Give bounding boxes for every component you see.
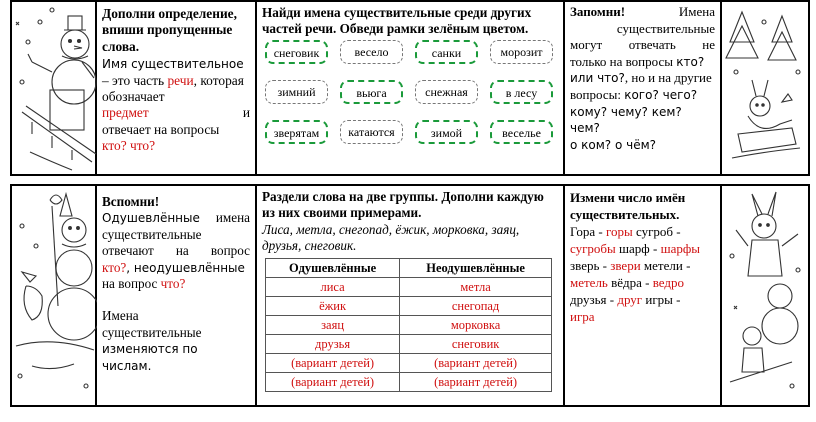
definition-text: – это часть (102, 72, 168, 88)
question-words: или что? (570, 71, 625, 86)
inanimate-cell: морковка (400, 316, 552, 335)
snowman-with-fox-illustration (12, 186, 97, 405)
number-line (570, 257, 715, 274)
recall-text: на вопрос (102, 276, 158, 292)
find-nouns-title: Найди имена существительные среди других частей речи. Обведи рамки зелёным цветом. (262, 5, 532, 37)
animate-cell: лиса (266, 278, 400, 297)
remember-cell (565, 2, 722, 174)
given-word: игры - (642, 292, 681, 307)
question-words: кто? (676, 54, 705, 69)
remember-title: Запомни! (570, 4, 626, 19)
definition-line-4 (102, 105, 250, 121)
bunny-skiing-picture-cell (722, 186, 808, 405)
given-word: сугроб - (632, 224, 681, 239)
word-box[interactable]: катаются (340, 120, 403, 144)
number-line (570, 223, 715, 240)
recall-text: имена (215, 210, 250, 226)
recall-text: существительные (102, 226, 202, 242)
number-line (570, 240, 715, 257)
recall-term: изменяются по (102, 342, 198, 357)
animate-cell: заяц (266, 316, 400, 335)
answer-questions: кто? что? (102, 138, 156, 154)
answer-word: звери (610, 258, 641, 273)
number-line (570, 274, 715, 291)
recall-text: отвечают на вопрос (102, 243, 250, 259)
animate-cell: ёжик (266, 297, 400, 316)
table-row (266, 297, 552, 316)
definition-text: и (242, 105, 250, 121)
recall-term: Одушевлённые (102, 211, 200, 226)
word-box[interactable]: весело (340, 40, 403, 64)
divide-groups-title: Раздели слова на две группы. Дополни каждую из них своими примерами. (262, 189, 544, 221)
groups-table (265, 258, 552, 392)
remember-line-3 (570, 54, 715, 71)
definition-line-5: отвечает на вопросы (102, 121, 220, 137)
definition-title: Дополни определение, впиши пропущенные слова. (102, 6, 237, 54)
snowman-on-sled-illustration (12, 2, 97, 174)
change-number-cell (565, 186, 722, 405)
recall-term: числам. (102, 358, 152, 373)
winter-bunny-picture-cell (722, 2, 808, 174)
divide-groups-words: Лиса, метла, снегопад, ёжик, морковка, заяц, друзья, снеговик. (262, 221, 520, 254)
word-box[interactable]: снеговик (265, 40, 328, 64)
inanimate-cell: (вариант детей) (400, 373, 552, 392)
given-word: Гора - (570, 224, 606, 239)
number-line (570, 291, 715, 308)
table-row (266, 278, 552, 297)
table-row (266, 335, 552, 354)
remember-text: вопросы: (570, 86, 621, 102)
answer-word: игра (570, 309, 595, 324)
remember-text: существительные (616, 20, 715, 36)
word-box[interactable]: снежная (415, 80, 478, 104)
answer-who: кто? (102, 259, 127, 275)
word-box[interactable]: веселье (490, 120, 553, 144)
answer-word: метель (570, 275, 608, 290)
word-box[interactable]: вьюга (340, 80, 403, 104)
given-word: друзья - (570, 292, 618, 307)
table-row (266, 373, 552, 392)
recall-text: Имена (102, 308, 139, 324)
given-word: шарф - (615, 241, 661, 256)
remember-text: , но и на другие (624, 70, 712, 86)
table-header-row (266, 259, 552, 278)
bunny-snowman-illustration (722, 186, 808, 405)
answer-word: шарфы (660, 241, 701, 256)
worksheet-row-1 (10, 0, 810, 176)
question-words: кому? чему? кем? чем? (570, 104, 682, 136)
answer-word: ведро (652, 275, 685, 290)
remember-text: отвечать (628, 37, 676, 53)
recall-term: , неодушевлённые (126, 260, 245, 275)
remember-text: не (702, 37, 715, 53)
recall-line-1 (102, 210, 250, 226)
remember-line-4 (570, 70, 715, 87)
definition-text: , которая обозначает (102, 72, 244, 105)
word-box[interactable]: зимой (415, 120, 478, 144)
definition-cell (97, 2, 257, 174)
given-word: метели - (640, 258, 691, 273)
column-inanimate-header: Неодушевлённые (400, 259, 552, 278)
word-box[interactable]: в лесу (490, 80, 553, 104)
given-word: вёдра - (607, 275, 653, 290)
answer-word: сугробы (570, 241, 616, 256)
snowman-fox-picture-cell (12, 186, 97, 405)
word-box[interactable]: зимний (265, 80, 328, 104)
answer-word: горы (605, 224, 633, 239)
inanimate-cell: снеговик (400, 335, 552, 354)
inanimate-cell: снегопад (400, 297, 552, 316)
bunny-on-sled-illustration (722, 2, 808, 174)
inanimate-cell: (вариант детей) (400, 354, 552, 373)
definition-line-1: Имя существительное (102, 57, 244, 72)
word-box[interactable]: зверятам (265, 120, 328, 144)
answer-word: друг (617, 292, 643, 307)
recall-title: Вспомни! (102, 194, 160, 209)
recall-line-5 (102, 276, 250, 292)
worksheet-row-2 (10, 184, 810, 407)
remember-line-2 (570, 37, 715, 54)
definition-line-2 (102, 73, 250, 106)
recall-cell (97, 186, 257, 405)
table-row (266, 316, 552, 335)
change-number-lines (570, 223, 715, 325)
word-box[interactable]: санки (415, 40, 478, 64)
divide-groups-cell (257, 186, 565, 405)
question-words: кого? чего? (624, 87, 698, 102)
answer-what: что? (160, 276, 186, 292)
recall-text: существительные (102, 324, 202, 340)
remember-header (570, 4, 715, 21)
table-row (266, 354, 552, 373)
column-animate-header: Одушевлённые (266, 259, 400, 278)
remember-text: могут (570, 37, 603, 53)
snowman-picture-cell (12, 2, 97, 174)
number-line (570, 308, 715, 325)
animate-cell: (вариант детей) (266, 354, 400, 373)
inanimate-cell: метла (400, 278, 552, 297)
recall-line-4 (102, 260, 250, 276)
remember-text: Имена (678, 4, 715, 19)
animate-cell: (вариант детей) (266, 373, 400, 392)
change-number-title: Измени число имён существительных. (570, 190, 686, 222)
find-nouns-cell (257, 2, 565, 174)
answer-speech: речи (167, 72, 194, 88)
remember-line-5 (570, 87, 715, 104)
answer-object: предмет (102, 105, 149, 121)
animate-cell: друзья (266, 335, 400, 354)
word-box[interactable]: морозит (490, 40, 553, 64)
given-word: зверь - (570, 258, 611, 273)
remember-text: только на вопросы (570, 53, 673, 69)
question-words: о ком? о чём? (570, 137, 657, 152)
